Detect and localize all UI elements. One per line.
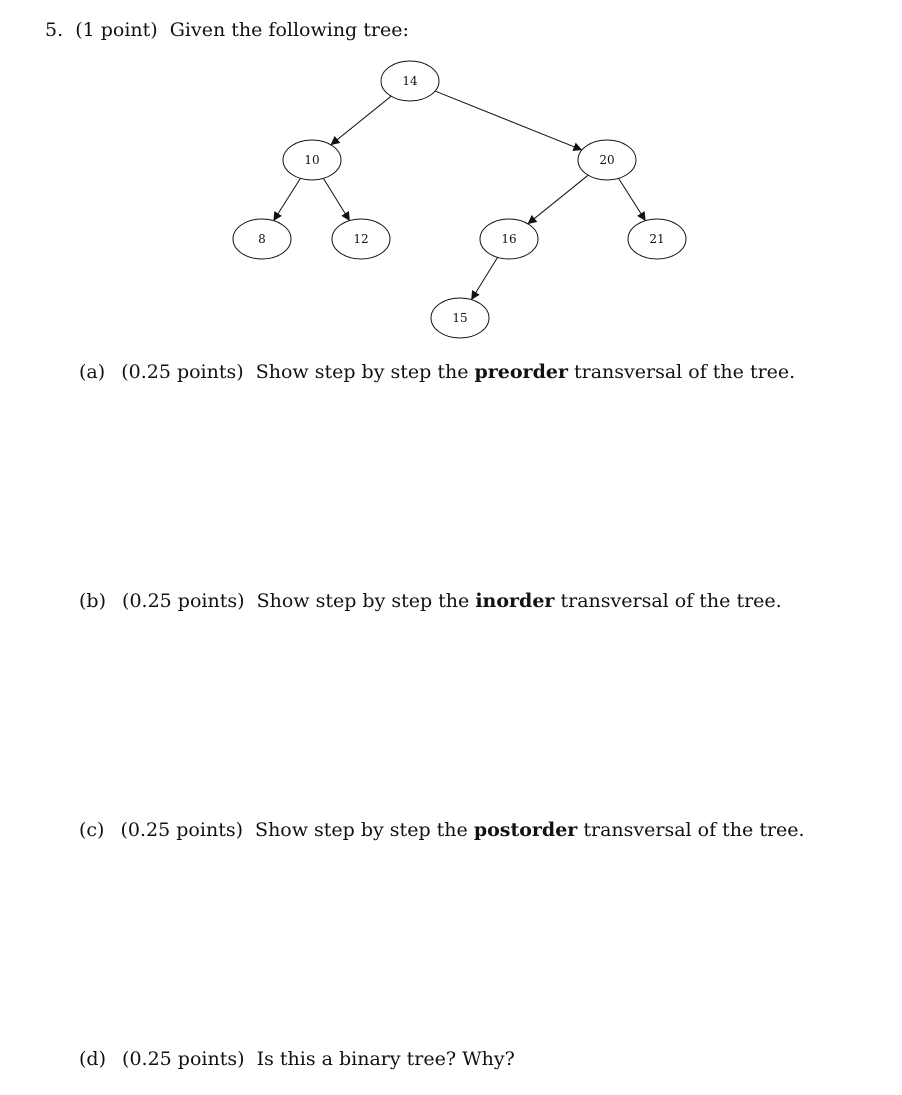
tree-node-label: 21 <box>649 232 665 246</box>
tree-node-20 <box>578 140 636 180</box>
tree-node-8 <box>233 219 291 259</box>
tree-node-15 <box>431 298 489 338</box>
part-c-text-before: Show step by step the <box>255 819 468 841</box>
tree-edge-16-15 <box>471 257 497 299</box>
tree-node-21 <box>628 219 686 259</box>
part-d-label: (d) <box>79 1048 106 1070</box>
question-points: (1 point) <box>75 19 158 41</box>
part-b <box>79 589 782 613</box>
part-c-text-after: transversal of the tree. <box>583 819 805 841</box>
tree-edge-10-8 <box>274 178 301 220</box>
part-a-keyword: preorder <box>474 361 568 383</box>
part-a <box>79 360 795 384</box>
part-d-text: Is this a binary tree? Why? <box>256 1048 515 1070</box>
tree-node-label: 8 <box>258 232 266 246</box>
tree-node-label: 10 <box>304 153 320 167</box>
question-number: 5. <box>45 19 64 41</box>
tree-node-16 <box>480 219 538 259</box>
question-prompt: Given the following tree: <box>169 19 409 41</box>
tree-node-label: 15 <box>452 311 468 325</box>
tree-edge-20-21 <box>619 178 646 220</box>
tree-node-10 <box>283 140 341 180</box>
part-c-keyword: postorder <box>473 819 578 841</box>
part-c <box>79 818 805 842</box>
tree-node-label: 12 <box>353 232 369 246</box>
tree-node-label: 20 <box>599 153 615 167</box>
part-a-points: (0.25 points) <box>121 361 244 383</box>
tree-node-label: 16 <box>501 232 517 246</box>
part-d <box>79 1047 515 1071</box>
part-a-text-after: transversal of the tree. <box>574 361 796 383</box>
part-b-text-before: Show step by step the <box>256 590 470 612</box>
tree-edge-14-10 <box>331 96 391 145</box>
part-b-label: (b) <box>79 590 106 612</box>
tree-diagram <box>0 0 902 360</box>
part-d-points: (0.25 points) <box>122 1048 245 1070</box>
part-c-points: (0.25 points) <box>120 819 243 841</box>
tree-node-14 <box>381 61 439 101</box>
tree-edge-10-12 <box>323 178 349 220</box>
part-b-keyword: inorder <box>475 590 555 612</box>
tree-node-12 <box>332 219 390 259</box>
part-b-points: (0.25 points) <box>122 590 245 612</box>
tree-node-label: 14 <box>402 74 418 88</box>
part-a-text-before: Show step by step the <box>255 361 469 383</box>
part-a-label: (a) <box>79 361 106 383</box>
tree-edge-14-20 <box>435 91 582 150</box>
tree-edge-20-16 <box>528 175 588 224</box>
part-c-label: (c) <box>79 819 105 841</box>
part-b-text-after: transversal of the tree. <box>560 590 782 612</box>
